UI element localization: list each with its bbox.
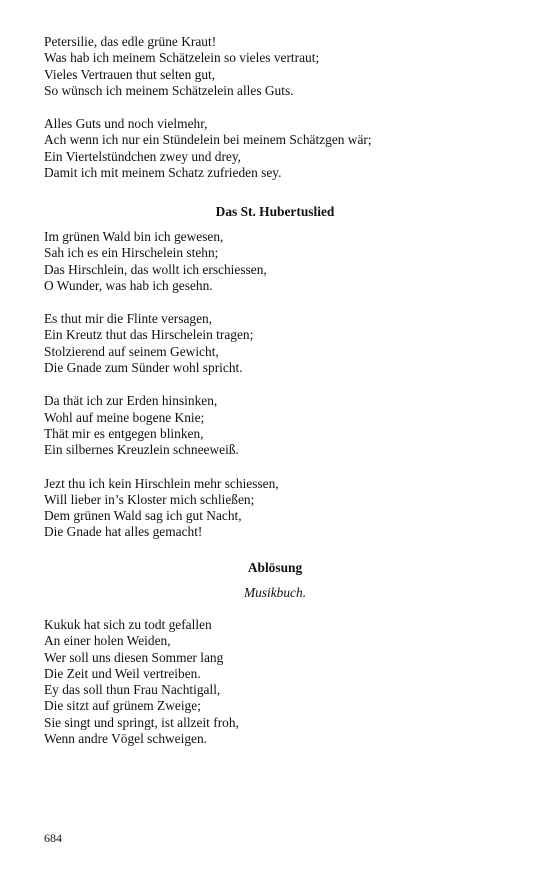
verse-line: Sah ich es ein Hirschelein stehn; <box>44 245 219 261</box>
verse-line: Petersilie, das edle grüne Kraut! <box>44 34 217 49</box>
verse-line: Was hab ich meinem Schätzelein so vieles vertraut; <box>44 50 320 66</box>
verse-line: Ey das soll thun Frau Nachtigall, <box>44 682 221 698</box>
stanza <box>44 476 514 541</box>
verse-line: Es thut mir die Flinte versagen, <box>44 311 213 327</box>
song-source: Musikbuch. <box>243 585 307 600</box>
verse-line: Kukuk hat sich zu todt gefallen <box>44 617 212 632</box>
verse-line: Jezt thu ich kein Hirschlein mehr schiessen, <box>44 475 279 491</box>
verse-line: Vieles Vertrauen thut selten gut, <box>44 66 216 82</box>
stanza <box>44 229 514 294</box>
verse-line: O Wunder, was hab ich gesehn. <box>44 277 213 293</box>
verse-line: Wer soll uns diesen Sommer lang <box>44 649 224 665</box>
stanza <box>44 311 514 376</box>
verse-line: Will lieber in’s Kloster mich schließen; <box>44 491 255 507</box>
verse-line: Damit ich mit meinem Schatz zufrieden sey. <box>44 165 282 181</box>
stanza-block <box>44 229 514 541</box>
verse-line: Ein silbernes Kreuzlein schneeweiß. <box>44 442 239 458</box>
verse-line: Das Hirschlein, das wollt ich erschiessen, <box>44 261 267 277</box>
verse-line: Die Zeit und Weil vertreiben. <box>44 665 201 681</box>
song-title: Das St. Hubertuslied <box>215 204 335 219</box>
stanza <box>44 34 514 99</box>
page-number: 684 <box>44 831 62 845</box>
verse-line: Wohl auf meine bogene Knie; <box>44 409 205 425</box>
verse-line: Die sitzt auf grünem Zweige; <box>44 698 201 714</box>
verse-line: Im grünen Wald bin ich gewesen, <box>44 229 224 244</box>
stanza <box>44 617 514 747</box>
verse-line: Die Gnade zum Sünder wohl spricht. <box>44 360 243 376</box>
verse-line: Alles Guts und noch vielmehr, <box>44 116 208 132</box>
verse-line: Thät mir es entgegen blinken, <box>44 425 204 441</box>
verse-line: So wünsch ich meinem Schätzelein alles Guts. <box>44 82 294 98</box>
verse-line: Die Gnade hat alles gemacht! <box>44 524 203 540</box>
stanza <box>44 116 514 181</box>
verse-line: Stolzierend auf seinem Gewicht, <box>44 343 219 359</box>
verse-line: Da thät ich zur Erden hinsinken, <box>44 393 218 409</box>
stanza-block <box>44 617 514 747</box>
verse-line: Wenn andre Vögel schweigen. <box>44 731 208 747</box>
song-title: Ablösung <box>247 560 303 575</box>
stanza <box>44 393 514 458</box>
stanza-block <box>44 34 514 181</box>
verse-line: Ein Viertelstündchen zwey und drey, <box>44 148 242 164</box>
verse-line: An einer holen Weiden, <box>44 633 171 649</box>
verse-line: Ein Kreutz thut das Hirschelein tragen; <box>44 327 254 343</box>
verse-line: Dem grünen Wald sag ich gut Nacht, <box>44 508 242 524</box>
verse-line: Ach wenn ich nur ein Stündelein bei meinem Schätzgen wär; <box>44 132 372 148</box>
verse-line: Sie singt und springt, ist allzeit froh, <box>44 714 239 730</box>
